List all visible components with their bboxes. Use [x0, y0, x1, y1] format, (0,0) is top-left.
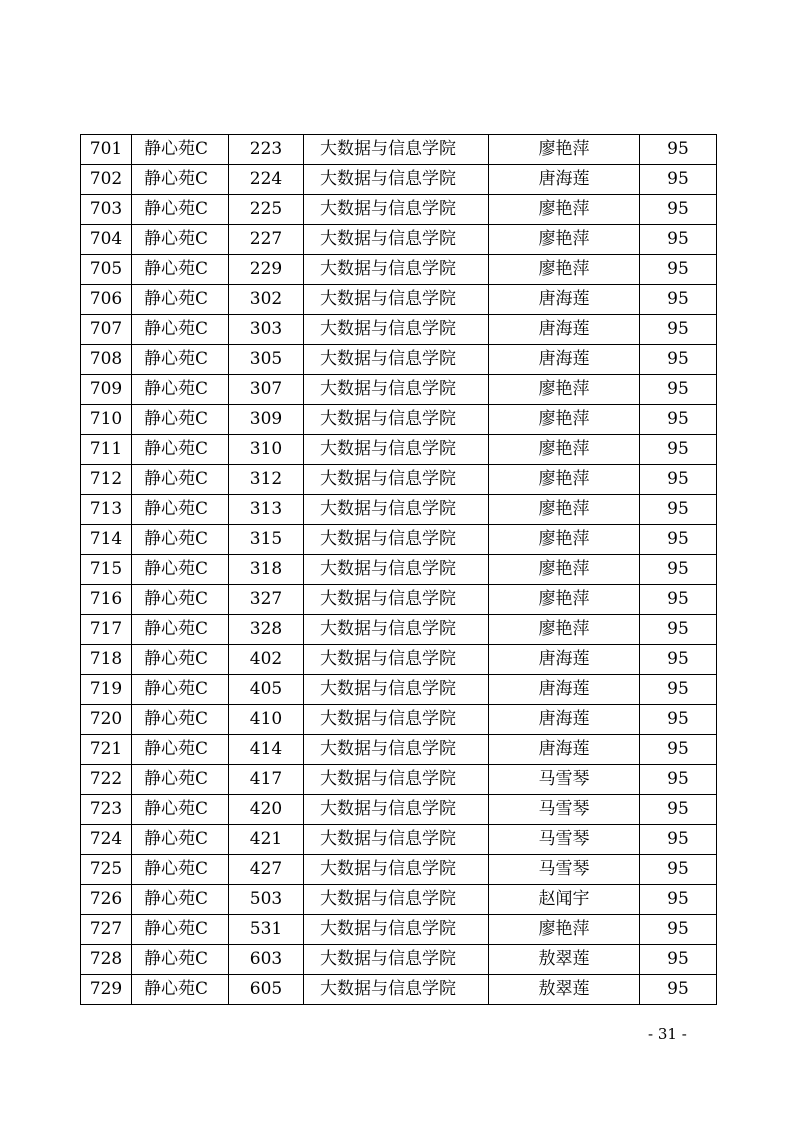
cell-score: 95 [640, 825, 717, 855]
cell-score: 95 [640, 855, 717, 885]
cell-index: 725 [81, 855, 132, 885]
cell-room: 531 [229, 915, 304, 945]
cell-room: 225 [229, 195, 304, 225]
cell-college: 大数据与信息学院 [304, 405, 489, 435]
cell-person: 唐海莲 [489, 705, 640, 735]
cell-score: 95 [640, 195, 717, 225]
cell-college: 大数据与信息学院 [304, 375, 489, 405]
cell-room: 303 [229, 315, 304, 345]
cell-room: 327 [229, 585, 304, 615]
cell-person: 敖翠莲 [489, 975, 640, 1005]
cell-building: 静心苑C [132, 405, 229, 435]
cell-person: 廖艳萍 [489, 615, 640, 645]
cell-building: 静心苑C [132, 345, 229, 375]
cell-college: 大数据与信息学院 [304, 555, 489, 585]
cell-room: 315 [229, 525, 304, 555]
cell-building: 静心苑C [132, 825, 229, 855]
cell-score: 95 [640, 345, 717, 375]
table-row [81, 615, 717, 645]
cell-score: 95 [640, 915, 717, 945]
cell-room: 302 [229, 285, 304, 315]
cell-index: 724 [81, 825, 132, 855]
cell-room: 224 [229, 165, 304, 195]
cell-person: 唐海莲 [489, 675, 640, 705]
cell-college: 大数据与信息学院 [304, 945, 489, 975]
cell-building: 静心苑C [132, 195, 229, 225]
cell-person: 唐海莲 [489, 645, 640, 675]
cell-index: 706 [81, 285, 132, 315]
cell-college: 大数据与信息学院 [304, 585, 489, 615]
cell-building: 静心苑C [132, 525, 229, 555]
cell-score: 95 [640, 465, 717, 495]
cell-building: 静心苑C [132, 375, 229, 405]
table-row [81, 525, 717, 555]
cell-building: 静心苑C [132, 555, 229, 585]
cell-score: 95 [640, 675, 717, 705]
cell-index: 713 [81, 495, 132, 525]
dormitory-score-table [80, 134, 717, 1005]
cell-index: 716 [81, 585, 132, 615]
cell-score: 95 [640, 795, 717, 825]
cell-building: 静心苑C [132, 585, 229, 615]
cell-index: 715 [81, 555, 132, 585]
cell-college: 大数据与信息学院 [304, 615, 489, 645]
cell-index: 710 [81, 405, 132, 435]
table-row [81, 435, 717, 465]
cell-room: 421 [229, 825, 304, 855]
cell-index: 702 [81, 165, 132, 195]
cell-score: 95 [640, 285, 717, 315]
cell-person: 廖艳萍 [489, 915, 640, 945]
table-row [81, 165, 717, 195]
table-row [81, 465, 717, 495]
cell-college: 大数据与信息学院 [304, 675, 489, 705]
cell-room: 427 [229, 855, 304, 885]
cell-index: 705 [81, 255, 132, 285]
cell-building: 静心苑C [132, 975, 229, 1005]
cell-person: 廖艳萍 [489, 255, 640, 285]
cell-score: 95 [640, 885, 717, 915]
cell-room: 405 [229, 675, 304, 705]
cell-college: 大数据与信息学院 [304, 735, 489, 765]
cell-index: 727 [81, 915, 132, 945]
cell-person: 廖艳萍 [489, 435, 640, 465]
cell-person: 马雪琴 [489, 825, 640, 855]
cell-score: 95 [640, 495, 717, 525]
cell-building: 静心苑C [132, 135, 229, 165]
table-row [81, 915, 717, 945]
cell-person: 廖艳萍 [489, 585, 640, 615]
cell-person: 唐海莲 [489, 735, 640, 765]
table-row [81, 705, 717, 735]
cell-building: 静心苑C [132, 225, 229, 255]
table-row [81, 765, 717, 795]
cell-room: 402 [229, 645, 304, 675]
cell-index: 719 [81, 675, 132, 705]
cell-person: 廖艳萍 [489, 135, 640, 165]
cell-room: 312 [229, 465, 304, 495]
cell-index: 708 [81, 345, 132, 375]
cell-index: 728 [81, 945, 132, 975]
cell-score: 95 [640, 585, 717, 615]
cell-room: 420 [229, 795, 304, 825]
cell-person: 赵闻宇 [489, 885, 640, 915]
table-body [81, 135, 717, 1005]
cell-person: 唐海莲 [489, 315, 640, 345]
cell-person: 廖艳萍 [489, 525, 640, 555]
table-row [81, 735, 717, 765]
cell-college: 大数据与信息学院 [304, 135, 489, 165]
table-row [81, 405, 717, 435]
table-row [81, 945, 717, 975]
cell-room: 417 [229, 765, 304, 795]
table-row [81, 135, 717, 165]
cell-college: 大数据与信息学院 [304, 525, 489, 555]
cell-score: 95 [640, 555, 717, 585]
cell-room: 603 [229, 945, 304, 975]
cell-index: 729 [81, 975, 132, 1005]
cell-person: 廖艳萍 [489, 195, 640, 225]
cell-building: 静心苑C [132, 915, 229, 945]
cell-index: 723 [81, 795, 132, 825]
cell-building: 静心苑C [132, 705, 229, 735]
cell-index: 712 [81, 465, 132, 495]
cell-person: 廖艳萍 [489, 495, 640, 525]
table-row [81, 255, 717, 285]
cell-score: 95 [640, 375, 717, 405]
table-row [81, 225, 717, 255]
cell-building: 静心苑C [132, 285, 229, 315]
cell-index: 701 [81, 135, 132, 165]
cell-building: 静心苑C [132, 885, 229, 915]
cell-index: 707 [81, 315, 132, 345]
table-row [81, 675, 717, 705]
cell-person: 廖艳萍 [489, 375, 640, 405]
cell-building: 静心苑C [132, 495, 229, 525]
cell-college: 大数据与信息学院 [304, 975, 489, 1005]
cell-college: 大数据与信息学院 [304, 645, 489, 675]
cell-room: 223 [229, 135, 304, 165]
cell-college: 大数据与信息学院 [304, 285, 489, 315]
cell-person: 唐海莲 [489, 345, 640, 375]
cell-college: 大数据与信息学院 [304, 765, 489, 795]
cell-score: 95 [640, 705, 717, 735]
cell-person: 马雪琴 [489, 855, 640, 885]
cell-room: 227 [229, 225, 304, 255]
cell-college: 大数据与信息学院 [304, 165, 489, 195]
cell-index: 704 [81, 225, 132, 255]
cell-index: 726 [81, 885, 132, 915]
cell-score: 95 [640, 225, 717, 255]
cell-person: 唐海莲 [489, 165, 640, 195]
cell-score: 95 [640, 315, 717, 345]
cell-college: 大数据与信息学院 [304, 255, 489, 285]
cell-room: 310 [229, 435, 304, 465]
cell-room: 605 [229, 975, 304, 1005]
cell-building: 静心苑C [132, 945, 229, 975]
cell-person: 马雪琴 [489, 795, 640, 825]
cell-person: 廖艳萍 [489, 555, 640, 585]
cell-building: 静心苑C [132, 675, 229, 705]
cell-person: 唐海莲 [489, 285, 640, 315]
table-row [81, 885, 717, 915]
cell-index: 721 [81, 735, 132, 765]
cell-index: 718 [81, 645, 132, 675]
cell-college: 大数据与信息学院 [304, 465, 489, 495]
table-row [81, 555, 717, 585]
cell-college: 大数据与信息学院 [304, 435, 489, 465]
cell-college: 大数据与信息学院 [304, 855, 489, 885]
cell-score: 95 [640, 735, 717, 765]
cell-college: 大数据与信息学院 [304, 345, 489, 375]
cell-building: 静心苑C [132, 795, 229, 825]
cell-person: 敖翠莲 [489, 945, 640, 975]
cell-score: 95 [640, 975, 717, 1005]
cell-building: 静心苑C [132, 255, 229, 285]
cell-score: 95 [640, 765, 717, 795]
cell-index: 714 [81, 525, 132, 555]
table-row [81, 585, 717, 615]
cell-person: 廖艳萍 [489, 405, 640, 435]
cell-score: 95 [640, 255, 717, 285]
cell-score: 95 [640, 435, 717, 465]
cell-college: 大数据与信息学院 [304, 225, 489, 255]
cell-room: 307 [229, 375, 304, 405]
cell-building: 静心苑C [132, 465, 229, 495]
cell-index: 720 [81, 705, 132, 735]
cell-room: 313 [229, 495, 304, 525]
cell-college: 大数据与信息学院 [304, 825, 489, 855]
cell-person: 廖艳萍 [489, 225, 640, 255]
cell-building: 静心苑C [132, 765, 229, 795]
cell-room: 229 [229, 255, 304, 285]
table-row [81, 795, 717, 825]
cell-building: 静心苑C [132, 855, 229, 885]
cell-building: 静心苑C [132, 435, 229, 465]
cell-score: 95 [640, 135, 717, 165]
cell-index: 722 [81, 765, 132, 795]
cell-college: 大数据与信息学院 [304, 915, 489, 945]
cell-college: 大数据与信息学院 [304, 495, 489, 525]
cell-person: 廖艳萍 [489, 465, 640, 495]
cell-room: 305 [229, 345, 304, 375]
table-row [81, 645, 717, 675]
cell-room: 410 [229, 705, 304, 735]
cell-building: 静心苑C [132, 315, 229, 345]
cell-index: 711 [81, 435, 132, 465]
cell-room: 328 [229, 615, 304, 645]
cell-building: 静心苑C [132, 645, 229, 675]
table-row [81, 855, 717, 885]
table-row [81, 195, 717, 225]
cell-score: 95 [640, 645, 717, 675]
cell-room: 309 [229, 405, 304, 435]
cell-score: 95 [640, 165, 717, 195]
cell-building: 静心苑C [132, 615, 229, 645]
table-row [81, 375, 717, 405]
cell-college: 大数据与信息学院 [304, 885, 489, 915]
cell-college: 大数据与信息学院 [304, 795, 489, 825]
cell-score: 95 [640, 525, 717, 555]
cell-building: 静心苑C [132, 735, 229, 765]
table-row [81, 495, 717, 525]
cell-score: 95 [640, 405, 717, 435]
cell-index: 709 [81, 375, 132, 405]
cell-college: 大数据与信息学院 [304, 195, 489, 225]
table-row [81, 315, 717, 345]
table-row [81, 825, 717, 855]
cell-index: 703 [81, 195, 132, 225]
table-row [81, 285, 717, 315]
cell-room: 414 [229, 735, 304, 765]
cell-person: 马雪琴 [489, 765, 640, 795]
cell-score: 95 [640, 615, 717, 645]
table-row [81, 345, 717, 375]
cell-index: 717 [81, 615, 132, 645]
cell-score: 95 [640, 945, 717, 975]
cell-room: 318 [229, 555, 304, 585]
cell-college: 大数据与信息学院 [304, 705, 489, 735]
table-row [81, 975, 717, 1005]
cell-building: 静心苑C [132, 165, 229, 195]
cell-room: 503 [229, 885, 304, 915]
page-number: - 31 - [648, 1025, 687, 1043]
cell-college: 大数据与信息学院 [304, 315, 489, 345]
